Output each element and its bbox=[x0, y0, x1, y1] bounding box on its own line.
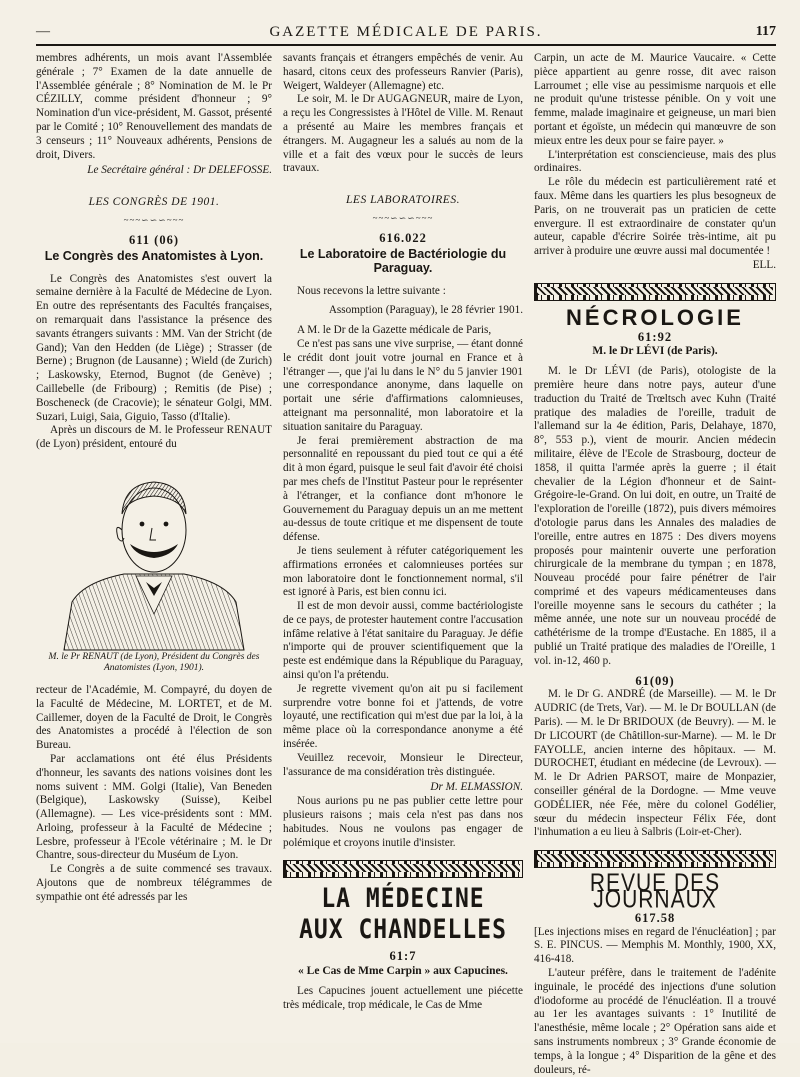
editor-note: Nous aurions pu ne pas publier cette lettre pour plusieurs raisons ; mais cela n'est pas dans nos habitudes. Nous ne voulons pas engager de polémique et croyons inutile d'insister. bbox=[283, 795, 523, 849]
column-3 bbox=[534, 52, 776, 1077]
letter-signature: Dr M. ELMASSION. bbox=[430, 781, 523, 794]
portrait-caption: M. le Pr RENAUT (de Lyon), Président du Congrès des Anatomistes (Lyon, 1901). bbox=[48, 651, 260, 673]
column-1 bbox=[36, 52, 272, 905]
article-paragraph: L'auteur préfère, dans le traitement de l'adénite inguinale, le procédé des injections d'une solution d'iodoforme au procédé de l'énucléation. Il a trouvé au 1er les avantages suivants : 1° Inutilité de l'anesthésie, même locale ; 2° Opération sans aide et sans instruments nombreux ; 3° Grande économie de temps, à la longue ; 4° Disparition de la gêne et des douleurs, ré- bbox=[534, 967, 776, 1076]
letter-paragraph: Je regrette vivement qu'on ait pu si facilement surprendre votre bonne foi et j'attends, de votre loyauté, une rectification qui m'est due par la loi, à la même place où la correspondance anonyme a été insérée. bbox=[283, 682, 523, 751]
section-title-line: AUX CHANDELLES bbox=[299, 915, 507, 946]
article-number: 616.022 bbox=[379, 230, 427, 245]
article-paragraph: Le Congrès a de suite commencé ses travaux. Ajoutons que de nombreux télégrammes de sympathie ont été adressés par les bbox=[36, 863, 272, 903]
letter-paragraph: Je ferai premièrement abstraction de ma personnalité en repoussant du pied tout ce qui a été dit à mon égard, puisque le seul fait d'avoir été choisi par mes chefs de l'Institut Pasteur pour le représenter à l'étranger, et la confiance dont m'honore le Gouvernement du Paraguay depuis un an me mettent au-dessus de toute critique et me dispensent de toute défense. bbox=[283, 434, 523, 544]
section-title: REVUE DES JOURNAUX bbox=[589, 869, 721, 914]
article-paragraph: Après un discours de M. le Professeur RENAUT (de Lyon) président, entouré du bbox=[36, 424, 272, 451]
article-number: 617.58 bbox=[634, 910, 676, 925]
ornament-divider: ~~~∽∽∽~~~ bbox=[372, 212, 434, 223]
header-left-mark: — bbox=[36, 24, 50, 39]
author-initials: ELL. bbox=[752, 258, 776, 271]
secretary-signature: Le Secrétaire général : Dr DELEFOSSE. bbox=[87, 164, 272, 177]
letter-salutation: A M. le Dr de la Gazette médicale de Paris, bbox=[297, 324, 492, 337]
section-title bbox=[283, 884, 523, 946]
column-2 bbox=[283, 52, 523, 1013]
journal-title: GAZETTE MÉDICALE DE PARIS. bbox=[269, 24, 543, 40]
letter-paragraph: Ce n'est pas sans une vive surprise, — étant donné le crédit dont jouit votre journal en France et à l'étranger —, que j'ai lu dans le N° du 5 janvier 1901 une correspondance anonyme, dans laquelle on portait une série d'affirmations calomnieuses, atteignant ma personnalité, mon laboratoire et la situation sanitaire du Paraguay. bbox=[283, 337, 523, 433]
header-rule bbox=[36, 44, 776, 46]
article-title: Le Congrès des Anatomistes à Lyon. bbox=[44, 248, 264, 263]
article-paragraph: Le soir, M. le Dr AUGAGNEUR, maire de Lyon, a reçu les Congressistes à l'Hôtel de Ville. M. Renaut a présenté au Maire les membres français et étrangers. M. Augagneur les a salués au nom de la ville et a fait des vœux pour le succès de leurs travaux. bbox=[283, 93, 523, 175]
article-paragraph: L'interprétation est consciencieuse, mais des plus ordinaires. bbox=[534, 148, 776, 175]
rubric-congres: LES CONGRÈS DE 1901. bbox=[88, 196, 220, 209]
article-number: 61:92 bbox=[637, 329, 673, 344]
assembly-agenda-text: membres adhérents, un mois avant l'Assemblée générale ; 7° Examen de la date annuelle de l'Assemblée générale ; 8° Nomination de M. le Pr CÉZILLY, comme président d'honneur ; 9° Nomination d'un vice-président, M. Gassot, présenté par le Comité ; 10° Renouvellement des mandats de 3 censeurs ; 11° Nouveaux adhérents, Pensions de droit, Divers. bbox=[36, 52, 272, 161]
obituary-paragraph: M. le Dr LÉVI (de Paris), otologiste de la première heure dans notre pays, auteur d'une traduction du Traité de Trœltsch avec Kuhn (Traité pratique des maladies de l'oreille, traduit de l'allemand sur la 4e édition, Paris, Delahaye, 1870, 8°, 553 p.), vient de mourir. Ancien médecin militaire, élève de l'Ecole de Strasbourg, docteur de 1858, il quitta l'armée après la guerre ; il était chevalier de la Légion d'honneur et de Saint-Grégoire-le-Grand. On lui doit, en outre, un Traité de l'exploration de l'oreille (1872), puis divers mémoires d'otologie parus dans les Annales des maladies de l'oreille, entre autres en 1875 : Des divers moyens proposés pour maintenir ouverte une perforation chirurgicale de la membrane du tympan ; en 1878, Nouveau procédé pour faire pénétrer de l'air comprimé et des vapeurs médicamenteuses dans l'oreille moyenne sans le secours du cathéter ; la même année, une note sur un nouveau procédé de cathétérisme de la trompe d'Eustache. En 1885, il a publié un Traité pratique des maladies de l'Oreille, 1 vol. in-12, 460 p. bbox=[534, 365, 776, 667]
article-paragraph: Le rôle du médecin est particulièrement raté et faux. Même dans les quartiers les plus besogneux de Paris, on ne trouverait pas un praticien de cette envergure. Il est extraordinaire de constater qu'un auteur, capable d'écrire Soirée très-intime, ait pu arriver à produire une œuvre aussi mal documentée ! bbox=[534, 176, 776, 258]
article-paragraph: Les Capucines jouent actuellement une piécette très médicale, trop médicale, le Cas de Mme bbox=[283, 985, 523, 1011]
article-paragraph: recteur de l'Académie, M. Compayré, du doyen de la Faculté de Médecine, M. LORTET, et de M. Caillemer, doyen de la Faculté de Droit, le Congrès des Anatomistes a procédé à l'élection de son Bureau. bbox=[36, 683, 272, 752]
ornament-divider: ~~~∽∽∽~~~ bbox=[123, 214, 185, 225]
article-number: 611 (06) bbox=[128, 232, 179, 247]
letter-date: Assomption (Paraguay), le 28 février 1901. bbox=[328, 304, 523, 317]
article-title: Le Laboratoire de Bactériologie du Paraguay. bbox=[299, 246, 507, 275]
page-number: 117 bbox=[755, 24, 776, 39]
deaths-list: M. le Dr G. ANDRÉ (de Marseille). — M. le Dr AUDRIC (de Trets, Var). — M. le Dr BOULLAN (de Paris). — M. le Dr BRIDOUX (de Beuvry). — M. le Dr LICOURT (de Châtillon-sur-Marne). — M. le Dr FAYOLLE, ancien interne des hôpitaux. — M. DUROCHET, étudiant en médecine (de Levroux). — M. le Dr Adrien PARSOT, maire de Monpazier, conseiller général de la Dordogne. — Mme veuve GODÉLIER, née Fée, mère du colonel Godélier, sœur du médecin inspecteur Félix Fée, dont l'inhumation a eu lieu à Salbris (Loir-et-Cher). bbox=[534, 688, 776, 839]
article-title: M. le Dr LÉVI (de Paris). bbox=[592, 345, 718, 358]
letter-intro: Nous recevons la lettre suivante : bbox=[297, 284, 446, 297]
portrait-engraving bbox=[44, 464, 264, 650]
journal-reference: [Les injections mises en regard de l'énucléation] ; par S. E. PINCUS. — Memphis M. Monthly, 1900, XX, 416-418. bbox=[534, 925, 776, 966]
article-paragraph: Le Congrès des Anatomistes s'est ouvert la semaine dernière à la Faculté de Médecine de Lyon. En outre des représentants des Facultés françaises, on remarquait dans l'assistance la présence des savants étrangers suivants : MM. Van der Stricht (de Gand); Van den Hedden (de Liège) ; Strasser (de Berne) ; Brugnon (de Lausanne) ; Wield (de Zurich) ; Laskowsky, Eternod, Bugnot (de Genève) ; Caillebelle (de Fribourg) ; Remitis (de Pise) ; Boscheneck (de Cracovie); le sénateur Golgi, MM. Suzari, Luigi, Saia, Giguio, Tasso (d'Italie). bbox=[36, 272, 272, 423]
article-paragraph: Par acclamations ont été élus Présidents d'honneur, les savants des nations voisines dont les noms suivent : MM. Golgi (Italie), Van Beneden (Belgique), Laskowsky (Suisse), Keibel (Allemagne). — Les vice-présidents sont : MM. Arloing, professeur à la Faculté de Médecine ; Lesbre, professeur à l'Ecole vétérinaire ; M. le Dr Chantre, sous-directeur du Muséum de Lyon. bbox=[36, 752, 272, 862]
letter-paragraph: Je tiens seulement à réfuter catégoriquement les affirmations erronées et calomnieuses portées sur mon laboratoire dont le fonctionnement normal, s'il est ignoré à Paris, est bien connu ici. bbox=[283, 544, 523, 599]
letter-paragraph: Il est de mon devoir aussi, comme bactériologiste de ce pays, de protester hautement contre l'accusation infâme relative à l'état sanitaire du Paraguay. Je défie n'importe qui de prouver scientifiquement que la peste est endémique dans la République du Paraguay, ainsi qu'on l'a prétendu. bbox=[283, 600, 523, 682]
letter-paragraph: Veuillez recevoir, Monsieur le Directeur, l'assurance de ma considération très distinguée. bbox=[283, 751, 523, 778]
article-paragraph: savants français et étrangers empêchés de venir. Au hasard, citons ceux des professeurs Ranvier (Paris), Weigert, Waldeyer (Allemagne) etc. bbox=[283, 52, 523, 92]
rubric-laboratoires: LES LABORATOIRES. bbox=[346, 194, 460, 207]
page-header bbox=[36, 24, 776, 42]
section-title-line: LA MÉDECINE bbox=[321, 884, 485, 915]
article-title: « Le Cas de Mme Carpin » aux Capucines. bbox=[298, 965, 508, 978]
decorative-band bbox=[534, 283, 776, 301]
article-number: 61(09) bbox=[635, 673, 675, 688]
article-paragraph: Carpin, un acte de M. Maurice Vaucaire. « Cette pièce appartient au genre rosse, dit avec raison Larroumet ; elle vise au pessimisme narquois et elle ne produit qu'une tristesse pénible. On y voit une femme, malade imaginaire et geigneuse, un mari bien portant et égoïste, un médecin qui manœuvre de son mieux entre les deux pour se faire payer. » bbox=[534, 52, 776, 147]
section-title: NÉCROLOGIE bbox=[566, 304, 744, 330]
decorative-band bbox=[534, 850, 776, 868]
decorative-band bbox=[283, 860, 523, 878]
article-number: 61:7 bbox=[389, 949, 417, 964]
